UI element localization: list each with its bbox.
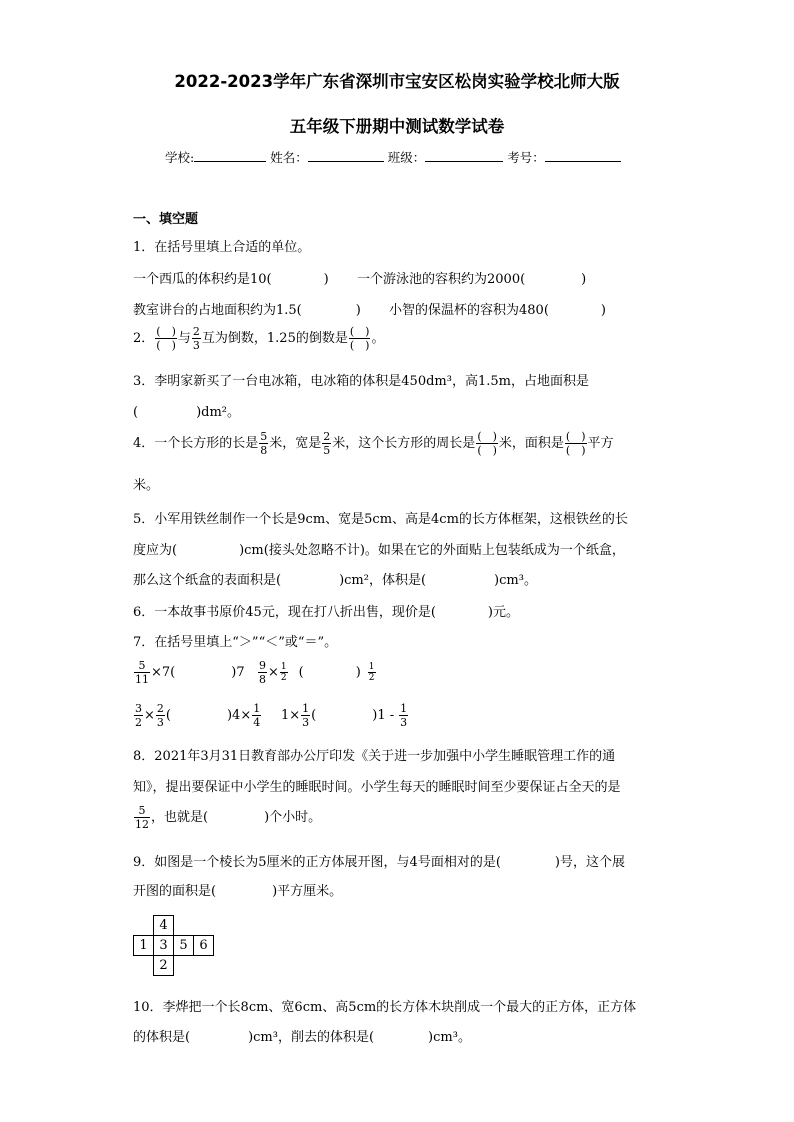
q5-line3: 那么这个纸盒的表面积是( )cm²，体积是( )cm³。 (133, 573, 537, 588)
section-title: 一、填空题 (133, 212, 199, 227)
q7-item-1: $\frac{5}{11}$ ×7( )7 (135, 659, 245, 686)
exam-title-line2: 五年级下册期中测试数学试卷 (289, 117, 505, 136)
q2-line: 2． $\frac{( )}{( )}$ 与 $\frac{2}{3}$ 互为倒数，1.25的倒数是 $\frac{( )}{( )}$ 。 (133, 325, 385, 352)
q8-line1: 8．2021年3月31日教育部办公厅印发《关于进一步加强中小学生睡眠管理工作的通 (133, 749, 616, 764)
q4-area-blank[interactable]: $\frac{( )}{( )}$ (565, 430, 586, 457)
q7-item-3: $\frac{3}{2}$ × $\frac{2}{3}$ ( )4× $\frac{1}{4}$ (135, 702, 261, 729)
q7-item-2: $\frac{9}{8}$ × $\frac{1}{2}$ ( ) $\frac{1}{2}$ (259, 659, 375, 686)
cube-net-diagram (133, 915, 223, 977)
q3-line1: 3．李明家新买了一台电冰箱，电冰箱的体积是450dm³，高1.5m，占地面积是 (133, 374, 589, 389)
q5-line1: 5．小军用铁丝制作一个长是9cm、宽是5cm、高是4cm的长方体框架，这根铁丝的长 (133, 512, 628, 527)
name-blank[interactable] (308, 148, 384, 162)
name-label: 姓名： (270, 150, 308, 165)
q9-line1: 9．如图是一个棱长为5厘米的正方体展开图，与4号面相对的是( )号，这个展 (133, 855, 625, 870)
exam-title-line1: 2022-2023学年广东省深圳市宝安区松岗实验学校北师大版 (174, 72, 620, 91)
class-label: 班级： (387, 150, 426, 165)
q6-line: 6．一本故事书原价45元，现在打八折出售，现价是( )元。 (133, 605, 519, 620)
q7-stem: 7．在括号里填上“＞”“＜”或“＝”。 (133, 635, 338, 650)
net-face-1: 1 (133, 935, 154, 956)
q10-line1: 10．李烨把一个长8cm、宽6cm、高5cm的长方体木块削成一个最大的正方体，正方体 (133, 1000, 637, 1015)
number-label: 考号： (507, 150, 545, 165)
q2-answer-fraction[interactable]: $\frac{( )}{( )}$ (349, 325, 370, 352)
net-face-3: 3 (153, 935, 174, 956)
q1-item-c: 教室讲台的占地面积约为1.5( ) (133, 303, 361, 318)
q2-fraction: $\frac{2}{3}$ (192, 325, 200, 352)
q4-line1: 4．一个长方形的长是 $\frac{5}{8}$ 米，宽是 $\frac{2}{5}$ 米，这个长方形的周长是 $\frac{( )}{( )}$ 米，面积是 $\frac{( )}{( )}$ 平方 (133, 430, 614, 457)
student-info-row (165, 148, 621, 166)
q5-line2: 度应为( )cm(接头处忽略不计)。如果在它的外面贴上包装纸成为一个纸盒， (133, 543, 625, 558)
q8-line3: $\frac{5}{12}$ ，也就是( )个小时。 (135, 804, 322, 831)
q10-line2: 的体积是( )cm³，削去的体积是( )cm³。 (133, 1030, 471, 1045)
net-face-6: 6 (193, 935, 214, 956)
net-face-4: 4 (153, 915, 174, 936)
q9-line2: 开图的面积是( )平方厘米。 (133, 884, 343, 899)
net-face-2: 2 (153, 955, 174, 976)
q4-perimeter-blank[interactable]: $\frac{( )}{( )}$ (477, 430, 497, 457)
number-blank[interactable] (545, 148, 621, 162)
q3-line2: ( )dm²。 (133, 405, 241, 420)
q8-line2: 知》，提出要保证中小学生的睡眠时间。小学生每天的睡眠时间至少要保证占全天的是 (133, 780, 621, 795)
q1-item-a: 一个西瓜的体积约是10( ) (133, 272, 329, 287)
q4-line2: 米。 (133, 478, 160, 493)
q2-blank-fraction[interactable]: $\frac{( )}{( )}$ (156, 325, 176, 352)
q1-item-b: 一个游泳池的容积约为2000( ) (357, 272, 587, 287)
school-blank[interactable] (194, 148, 266, 162)
q1-item-d: 小智的保温杯的容积为480( ) (389, 303, 606, 318)
q7-item-4: 1× $\frac{1}{3}$ ( )1 - $\frac{1}{3}$ (281, 702, 408, 729)
school-label: 学校: (165, 150, 195, 165)
class-blank[interactable] (425, 148, 503, 162)
q1-stem: 1．在括号里填上合适的单位。 (133, 240, 311, 255)
net-face-5: 5 (173, 935, 194, 956)
